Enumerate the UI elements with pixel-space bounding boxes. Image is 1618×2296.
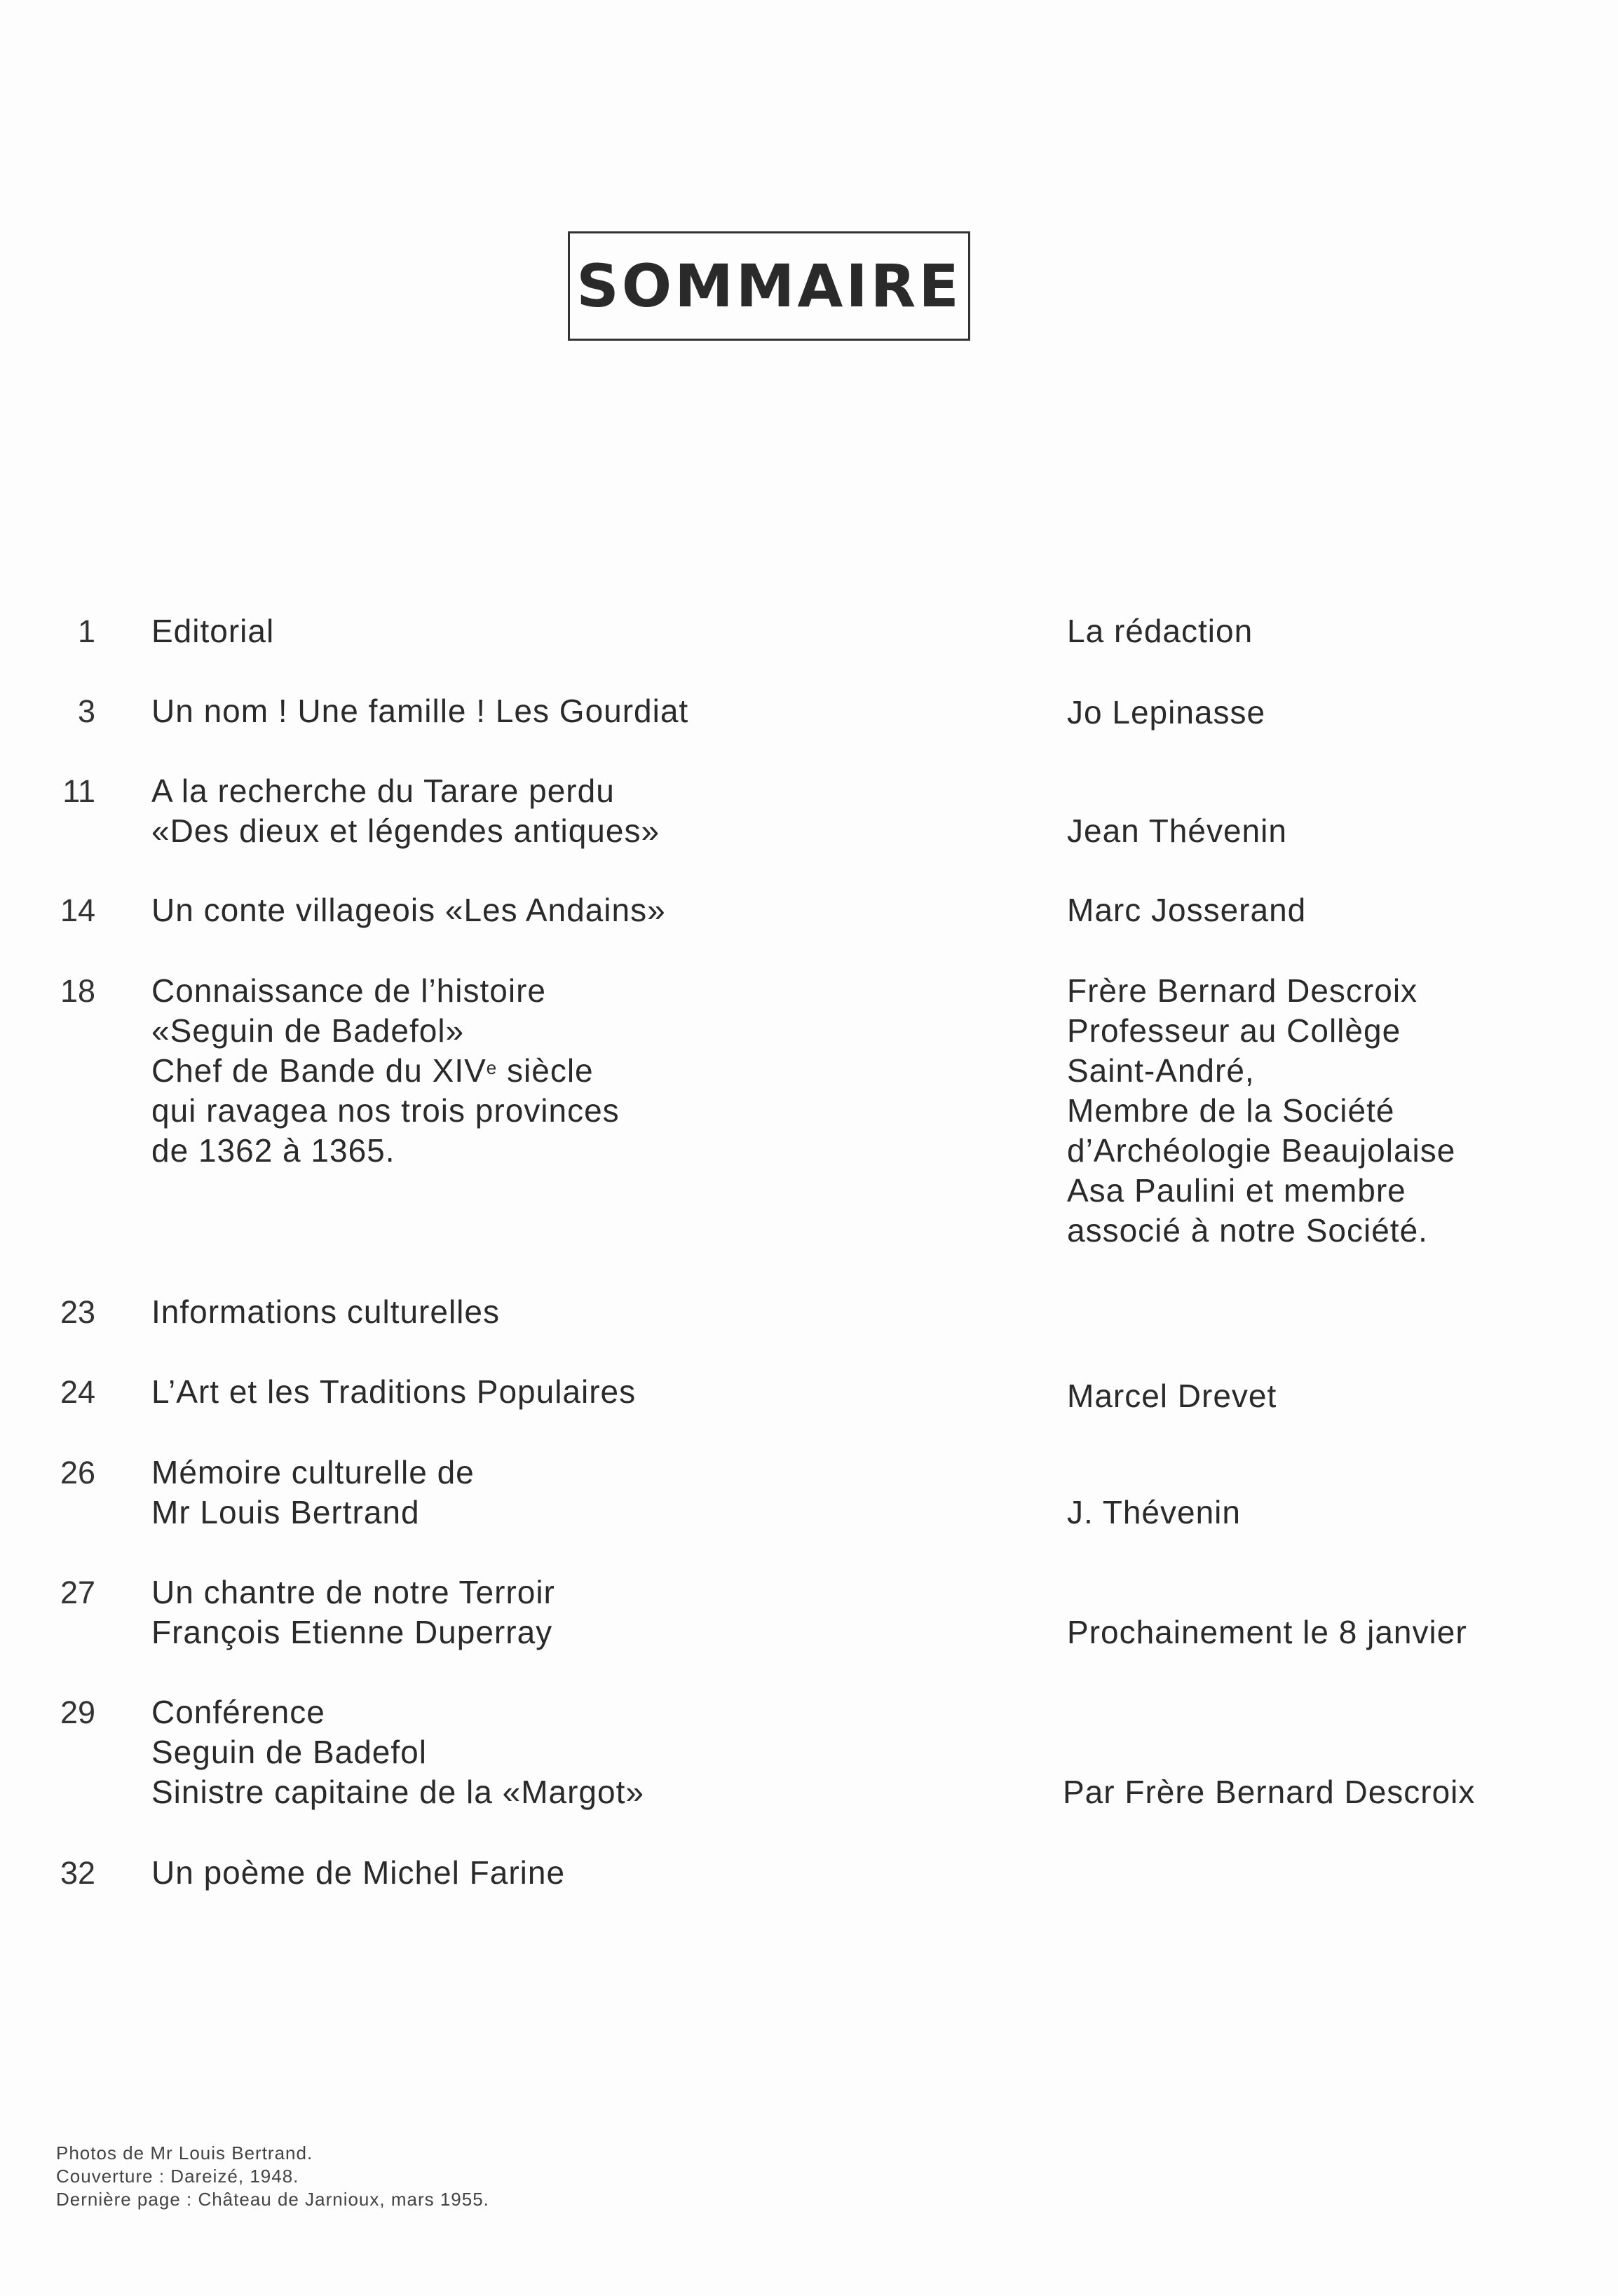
entry-page-number: 23 bbox=[60, 1294, 95, 1330]
entry-author-line: Par Frère Bernard Descroix bbox=[1063, 1774, 1476, 1810]
entry-title bbox=[151, 1453, 993, 1533]
entry-author bbox=[1067, 1612, 1586, 1652]
entry-author bbox=[1067, 811, 1586, 851]
entry-page-number: 27 bbox=[60, 1575, 95, 1610]
entry-page-number: 11 bbox=[62, 773, 95, 809]
entry-title bbox=[151, 691, 993, 731]
entry-title bbox=[151, 1372, 993, 1412]
entry-title-text: siècle bbox=[497, 1052, 594, 1089]
entry-title-line: Mr Louis Bertrand bbox=[151, 1494, 420, 1530]
entry-author-line: associé à notre Société. bbox=[1067, 1212, 1428, 1249]
entry-title-line: Editorial bbox=[151, 613, 275, 649]
entry-title bbox=[151, 611, 993, 651]
entry-author bbox=[1067, 1493, 1586, 1533]
entry-author bbox=[1067, 693, 1586, 733]
entry-title-line: Informations culturelles bbox=[151, 1293, 500, 1330]
entry-title-line: Un chantre de notre Terroir bbox=[151, 1574, 555, 1610]
credit-line: Couverture : Dareizé, 1948. bbox=[56, 2166, 299, 2187]
entry-page-number: 26 bbox=[60, 1455, 95, 1490]
entry-author-line: J. Thévenin bbox=[1067, 1494, 1241, 1530]
entry-title bbox=[151, 890, 993, 930]
entry-author-line: Jean Thévenin bbox=[1067, 813, 1287, 849]
entry-title-line: «Des dieux et légendes antiques» bbox=[151, 813, 660, 849]
entry-author-line: Membre de la Société bbox=[1067, 1092, 1395, 1129]
entry-title-line: Un poème de Michel Farine bbox=[151, 1854, 566, 1891]
entry-author-line: Frère Bernard Descroix bbox=[1067, 972, 1418, 1009]
entry-title-line: de 1362 à 1365. bbox=[151, 1132, 395, 1169]
entry-title-line: Un conte villageois «Les Andains» bbox=[151, 892, 666, 928]
entry-author-line: Asa Paulini et membre bbox=[1067, 1172, 1406, 1209]
entry-title bbox=[151, 1572, 993, 1652]
entry-author bbox=[1067, 890, 1586, 930]
entry-author bbox=[1067, 971, 1586, 1251]
entry-title bbox=[151, 771, 993, 851]
entry-title-line: L’Art et les Traditions Populaires bbox=[151, 1373, 637, 1410]
superscript: e bbox=[486, 1057, 498, 1078]
entry-title bbox=[151, 1692, 993, 1812]
entry-title-line: qui ravagea nos trois provinces bbox=[151, 1092, 620, 1129]
entry-author-line: Professeur au Collège bbox=[1067, 1012, 1401, 1049]
entry-page-number: 24 bbox=[60, 1374, 95, 1410]
entry-page-number: 18 bbox=[60, 973, 95, 1009]
entry-title-line: François Etienne Duperray bbox=[151, 1614, 553, 1650]
entry-title bbox=[151, 971, 993, 1171]
entry-page-number: 29 bbox=[60, 1694, 95, 1730]
entry-author-line: La rédaction bbox=[1067, 613, 1253, 649]
entry-author-line: Marc Josserand bbox=[1067, 892, 1307, 928]
entry-title bbox=[151, 1292, 993, 1332]
entry-title-text: Chef de Bande du XIV bbox=[151, 1052, 487, 1089]
entry-title-line: «Seguin de Badefol» bbox=[151, 1012, 465, 1049]
entry-author-line: Saint-André, bbox=[1067, 1052, 1255, 1089]
entry-author-line: Jo Lepinasse bbox=[1067, 694, 1266, 731]
entry-title bbox=[151, 1853, 993, 1893]
entry-title-line: Seguin de Badefol bbox=[151, 1734, 427, 1770]
entry-author-line: d’Archéologie Beaujolaise bbox=[1067, 1132, 1456, 1169]
credit-line: Photos de Mr Louis Bertrand. bbox=[56, 2142, 313, 2163]
entry-page-number: 3 bbox=[77, 693, 95, 729]
page-title: SOMMAIRE bbox=[576, 252, 962, 320]
entry-title-line: Connaissance de l’histoire bbox=[151, 972, 546, 1009]
entry-title-line bbox=[151, 1051, 993, 1091]
entry-title-line: Un nom ! Une famille ! Les Gourdiat bbox=[151, 693, 689, 729]
entry-author bbox=[1067, 611, 1586, 651]
credit-line: Dernière page : Château de Jarnioux, mars 1955. bbox=[56, 2189, 489, 2210]
entry-title-line: A la recherche du Tarare perdu bbox=[151, 773, 615, 809]
entry-author-line: Marcel Drevet bbox=[1067, 1378, 1277, 1414]
entry-title-line: Conférence bbox=[151, 1694, 325, 1730]
entry-page-number: 14 bbox=[60, 892, 95, 928]
entry-author-line: Prochainement le 8 janvier bbox=[1067, 1614, 1467, 1650]
photo-credits bbox=[56, 2142, 489, 2211]
entry-author bbox=[1063, 1772, 1582, 1812]
entry-title-line: Sinistre capitaine de la «Margot» bbox=[151, 1774, 644, 1810]
entry-author bbox=[1067, 1376, 1586, 1416]
entry-title-line: Mémoire culturelle de bbox=[151, 1454, 475, 1490]
entry-page-number: 1 bbox=[77, 613, 95, 649]
entry-page-number: 32 bbox=[60, 1855, 95, 1891]
